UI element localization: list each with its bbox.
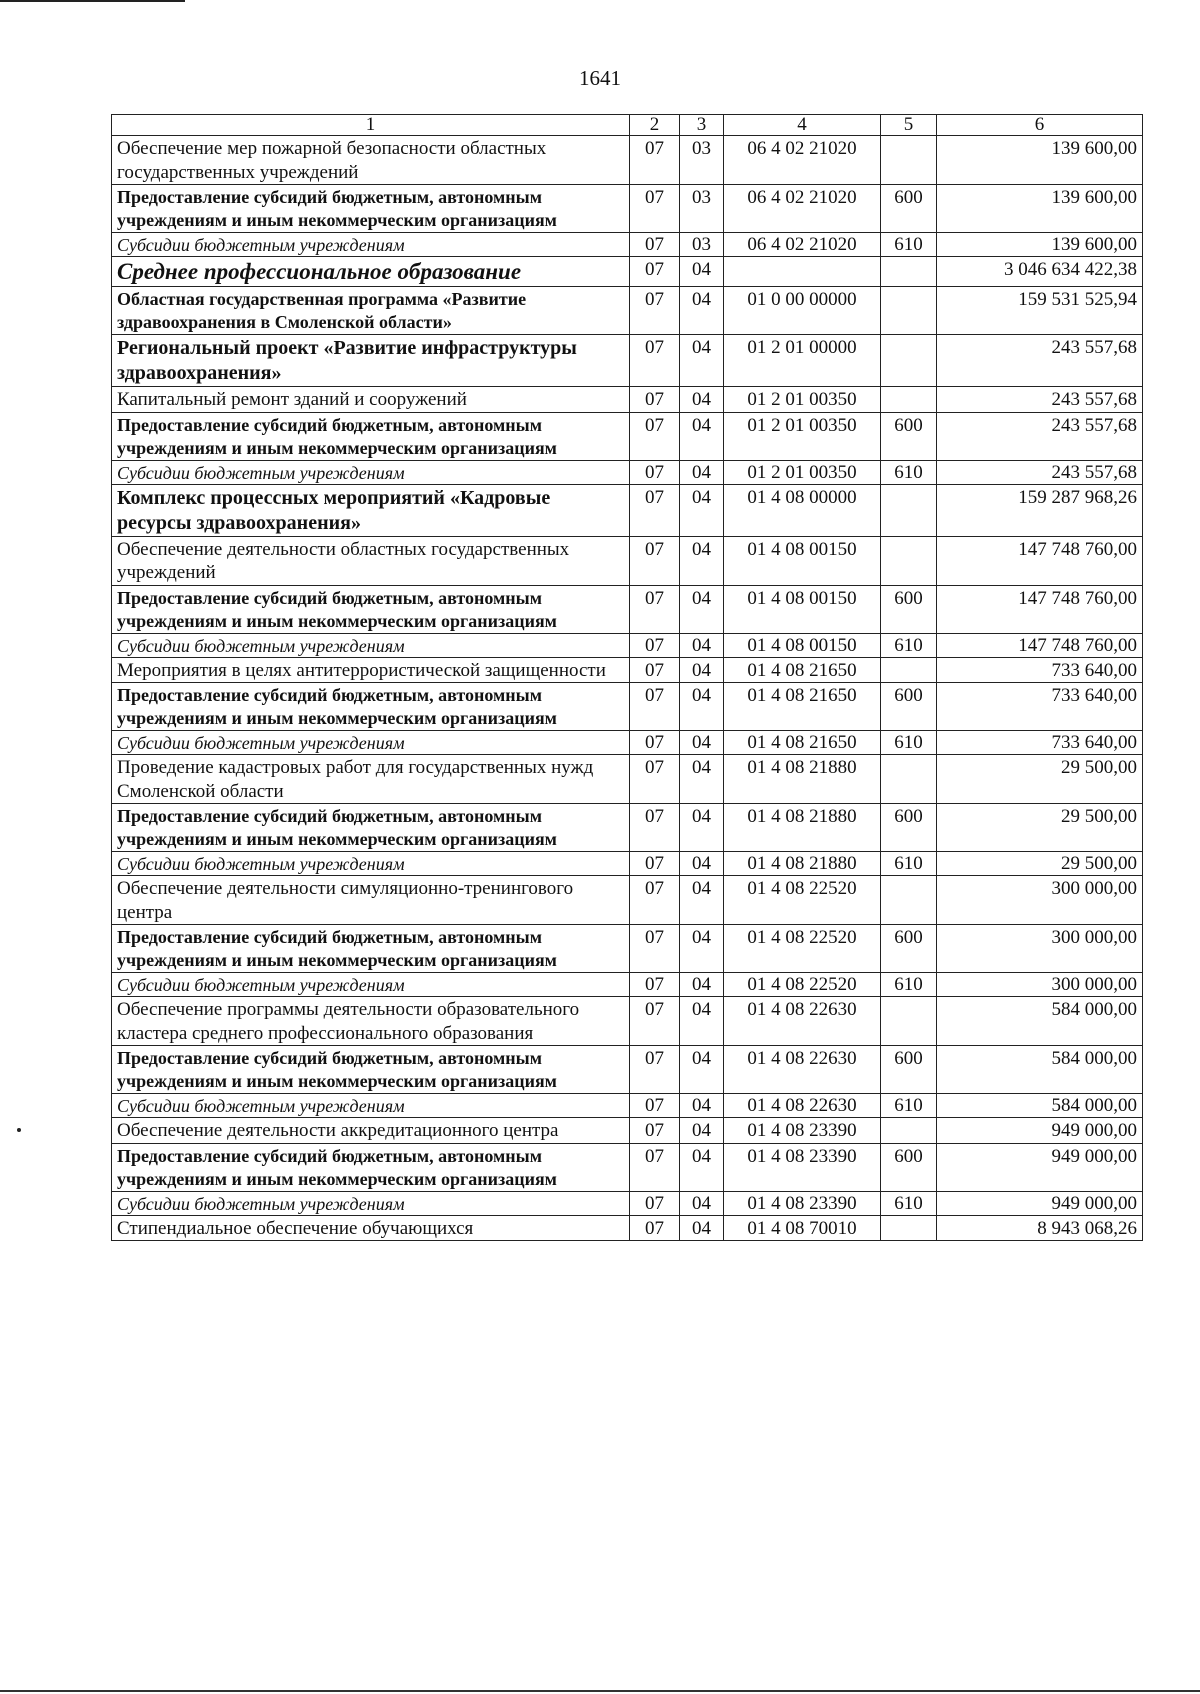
table-row — [112, 925, 1143, 973]
row-amount: 300 000,00 — [937, 973, 1143, 997]
row-section-code: 07 — [630, 1191, 680, 1215]
row-target-code: 01 4 08 70010 — [724, 1215, 881, 1241]
row-amount: 139 600,00 — [937, 136, 1143, 185]
row-subsection-code: 04 — [680, 925, 724, 973]
row-name: Субсидии бюджетным учреждениям — [112, 633, 630, 657]
row-section-code: 07 — [630, 973, 680, 997]
row-expense-type — [881, 755, 937, 804]
row-section-code: 07 — [630, 852, 680, 876]
row-amount: 3 046 634 422,38 — [937, 257, 1143, 287]
row-amount: 139 600,00 — [937, 233, 1143, 257]
table-row — [112, 185, 1143, 233]
table-row — [112, 412, 1143, 460]
row-subsection-code: 04 — [680, 755, 724, 804]
scan-edge-line-bottom — [0, 1690, 1200, 1692]
row-subsection-code: 04 — [680, 460, 724, 484]
row-amount: 949 000,00 — [937, 1191, 1143, 1215]
row-expense-type: 610 — [881, 1191, 937, 1215]
row-expense-type — [881, 1215, 937, 1241]
row-subsection-code: 04 — [680, 731, 724, 755]
column-header: 1 — [112, 115, 630, 136]
row-name: Проведение кадастровых работ для государственных нужд Смоленской области — [112, 755, 630, 804]
row-amount: 243 557,68 — [937, 335, 1143, 387]
row-name: Обеспечение деятельности симуляционно-тренингового центра — [112, 876, 630, 925]
table-row — [112, 683, 1143, 731]
row-section-code: 07 — [630, 335, 680, 387]
row-section-code: 07 — [630, 683, 680, 731]
row-expense-type — [881, 335, 937, 387]
row-name: Субсидии бюджетным учреждениям — [112, 1094, 630, 1118]
budget-table-body — [112, 115, 1143, 1241]
row-name: Предоставление субсидий бюджетным, автономным учреждениям и иным некоммерческим организациям — [112, 185, 630, 233]
table-row — [112, 136, 1143, 185]
row-name: Субсидии бюджетным учреждениям — [112, 852, 630, 876]
row-section-code: 07 — [630, 1118, 680, 1144]
row-name: Обеспечение деятельности аккредитационного центра — [112, 1118, 630, 1144]
row-target-code: 01 4 08 21880 — [724, 804, 881, 852]
row-amount: 243 557,68 — [937, 387, 1143, 413]
page-number: 1641 — [579, 66, 621, 90]
row-expense-type: 610 — [881, 460, 937, 484]
row-amount: 584 000,00 — [937, 1046, 1143, 1094]
row-amount: 159 287 968,26 — [937, 484, 1143, 536]
row-subsection-code: 04 — [680, 997, 724, 1046]
row-section-code: 07 — [630, 460, 680, 484]
row-subsection-code: 04 — [680, 335, 724, 387]
row-expense-type: 600 — [881, 683, 937, 731]
row-expense-type — [881, 876, 937, 925]
row-name: Предоставление субсидий бюджетным, автономным учреждениям и иным некоммерческим организациям — [112, 412, 630, 460]
row-target-code: 01 4 08 21880 — [724, 755, 881, 804]
row-target-code: 06 4 02 21020 — [724, 136, 881, 185]
table-row — [112, 257, 1143, 287]
table-row — [112, 852, 1143, 876]
table-row — [112, 287, 1143, 335]
row-name: Предоставление субсидий бюджетным, автономным учреждениям и иным некоммерческим организациям — [112, 1046, 630, 1094]
row-section-code: 07 — [630, 876, 680, 925]
row-amount: 29 500,00 — [937, 804, 1143, 852]
row-name: Среднее профессиональное образование — [112, 257, 630, 287]
row-amount: 949 000,00 — [937, 1143, 1143, 1191]
row-amount: 8 943 068,26 — [937, 1215, 1143, 1241]
row-section-code: 07 — [630, 1143, 680, 1191]
row-target-code: 01 4 08 22520 — [724, 973, 881, 997]
table-row — [112, 484, 1143, 536]
table-row — [112, 804, 1143, 852]
row-expense-type: 600 — [881, 925, 937, 973]
row-amount: 733 640,00 — [937, 657, 1143, 683]
row-target-code: 01 4 08 21880 — [724, 852, 881, 876]
row-target-code: 06 4 02 21020 — [724, 233, 881, 257]
column-header: 6 — [937, 115, 1143, 136]
row-amount: 147 748 760,00 — [937, 633, 1143, 657]
row-amount: 584 000,00 — [937, 1094, 1143, 1118]
row-name: Субсидии бюджетным учреждениям — [112, 233, 630, 257]
row-section-code: 07 — [630, 136, 680, 185]
row-section-code: 07 — [630, 731, 680, 755]
row-section-code: 07 — [630, 804, 680, 852]
row-subsection-code: 04 — [680, 876, 724, 925]
row-name: Предоставление субсидий бюджетным, автономным учреждениям и иным некоммерческим организациям — [112, 804, 630, 852]
row-name: Предоставление субсидий бюджетным, автономным учреждениям и иным некоммерческим организациям — [112, 925, 630, 973]
table-row — [112, 1118, 1143, 1144]
row-amount: 733 640,00 — [937, 731, 1143, 755]
row-name: Обеспечение мер пожарной безопасности областных государственных учреждений — [112, 136, 630, 185]
row-section-code: 07 — [630, 925, 680, 973]
row-expense-type — [881, 657, 937, 683]
row-subsection-code: 04 — [680, 412, 724, 460]
row-amount: 139 600,00 — [937, 185, 1143, 233]
row-expense-type: 610 — [881, 731, 937, 755]
row-section-code: 07 — [630, 1046, 680, 1094]
row-target-code: 01 4 08 22630 — [724, 1094, 881, 1118]
row-target-code: 01 4 08 22520 — [724, 925, 881, 973]
row-name: Обеспечение программы деятельности образовательного кластера среднего профессионального образования — [112, 997, 630, 1046]
row-amount: 300 000,00 — [937, 925, 1143, 973]
row-expense-type — [881, 387, 937, 413]
table-row — [112, 1143, 1143, 1191]
table-row — [112, 997, 1143, 1046]
column-header: 4 — [724, 115, 881, 136]
table-row — [112, 657, 1143, 683]
table-row — [112, 536, 1143, 585]
row-expense-type — [881, 536, 937, 585]
row-name: Капитальный ремонт зданий и сооружений — [112, 387, 630, 413]
row-section-code: 07 — [630, 387, 680, 413]
row-target-code — [724, 257, 881, 287]
row-name: Субсидии бюджетным учреждениям — [112, 973, 630, 997]
row-subsection-code: 04 — [680, 633, 724, 657]
row-amount: 147 748 760,00 — [937, 585, 1143, 633]
row-expense-type: 600 — [881, 412, 937, 460]
row-expense-type — [881, 1118, 937, 1144]
row-expense-type: 600 — [881, 585, 937, 633]
row-subsection-code: 03 — [680, 136, 724, 185]
row-expense-type — [881, 997, 937, 1046]
row-expense-type: 610 — [881, 233, 937, 257]
table-row — [112, 973, 1143, 997]
row-section-code: 07 — [630, 633, 680, 657]
row-name: Обеспечение деятельности областных государственных учреждений — [112, 536, 630, 585]
row-amount: 733 640,00 — [937, 683, 1143, 731]
row-expense-type: 610 — [881, 973, 937, 997]
row-name: Субсидии бюджетным учреждениям — [112, 1191, 630, 1215]
row-section-code: 07 — [630, 585, 680, 633]
row-section-code: 07 — [630, 287, 680, 335]
row-amount: 300 000,00 — [937, 876, 1143, 925]
row-name: Субсидии бюджетным учреждениям — [112, 460, 630, 484]
row-target-code: 01 4 08 21650 — [724, 657, 881, 683]
row-section-code: 07 — [630, 1094, 680, 1118]
row-section-code: 07 — [630, 185, 680, 233]
row-subsection-code: 03 — [680, 185, 724, 233]
row-name: Субсидии бюджетным учреждениям — [112, 731, 630, 755]
row-name: Предоставление субсидий бюджетным, автономным учреждениям и иным некоммерческим организациям — [112, 585, 630, 633]
row-section-code: 07 — [630, 657, 680, 683]
row-subsection-code: 04 — [680, 973, 724, 997]
row-target-code: 01 4 08 21650 — [724, 683, 881, 731]
row-name: Областная государственная программа «Развитие здравоохранения в Смоленской области» — [112, 287, 630, 335]
row-subsection-code: 04 — [680, 657, 724, 683]
row-target-code: 01 4 08 00150 — [724, 536, 881, 585]
table-row — [112, 1094, 1143, 1118]
table-row — [112, 1215, 1143, 1241]
table-row — [112, 585, 1143, 633]
row-expense-type — [881, 484, 937, 536]
table-row — [112, 335, 1143, 387]
row-expense-type: 600 — [881, 185, 937, 233]
table-row — [112, 1046, 1143, 1094]
row-name: Региональный проект «Развитие инфраструктуры здравоохранения» — [112, 335, 630, 387]
row-subsection-code: 04 — [680, 1118, 724, 1144]
row-expense-type: 600 — [881, 1046, 937, 1094]
row-name: Предоставление субсидий бюджетным, автономным учреждениям и иным некоммерческим организациям — [112, 1143, 630, 1191]
row-section-code: 07 — [630, 233, 680, 257]
row-target-code: 01 2 01 00350 — [724, 387, 881, 413]
row-section-code: 07 — [630, 997, 680, 1046]
row-subsection-code: 04 — [680, 683, 724, 731]
budget-table — [111, 114, 1143, 1241]
row-amount: 147 748 760,00 — [937, 536, 1143, 585]
table-row — [112, 387, 1143, 413]
row-amount: 29 500,00 — [937, 755, 1143, 804]
row-subsection-code: 04 — [680, 484, 724, 536]
row-target-code: 01 4 08 23390 — [724, 1191, 881, 1215]
row-subsection-code: 04 — [680, 1046, 724, 1094]
row-target-code: 01 0 00 00000 — [724, 287, 881, 335]
row-subsection-code: 04 — [680, 287, 724, 335]
column-header: 3 — [680, 115, 724, 136]
row-expense-type — [881, 136, 937, 185]
row-expense-type: 600 — [881, 1143, 937, 1191]
row-target-code: 01 2 01 00350 — [724, 460, 881, 484]
row-section-code: 07 — [630, 1215, 680, 1241]
scan-edge-line — [0, 0, 185, 2]
row-target-code: 01 2 01 00350 — [724, 412, 881, 460]
table-row — [112, 233, 1143, 257]
row-subsection-code: 04 — [680, 1215, 724, 1241]
row-name: Комплекс процессных мероприятий «Кадровые ресурсы здравоохранения» — [112, 484, 630, 536]
row-target-code: 01 4 08 23390 — [724, 1118, 881, 1144]
row-amount: 949 000,00 — [937, 1118, 1143, 1144]
row-target-code: 01 4 08 22630 — [724, 997, 881, 1046]
row-name: Стипендиальное обеспечение обучающихся — [112, 1215, 630, 1241]
row-target-code: 01 2 01 00000 — [724, 335, 881, 387]
table-row — [112, 1191, 1143, 1215]
column-header: 2 — [630, 115, 680, 136]
row-section-code: 07 — [630, 484, 680, 536]
row-section-code: 07 — [630, 257, 680, 287]
row-section-code: 07 — [630, 412, 680, 460]
row-subsection-code: 04 — [680, 1143, 724, 1191]
row-subsection-code: 04 — [680, 387, 724, 413]
row-target-code: 01 4 08 22630 — [724, 1046, 881, 1094]
row-expense-type — [881, 287, 937, 335]
row-expense-type: 600 — [881, 804, 937, 852]
row-subsection-code: 04 — [680, 536, 724, 585]
row-target-code: 01 4 08 22520 — [724, 876, 881, 925]
row-expense-type: 610 — [881, 1094, 937, 1118]
row-target-code: 01 4 08 00150 — [724, 633, 881, 657]
table-row — [112, 633, 1143, 657]
table-row — [112, 460, 1143, 484]
column-header: 5 — [881, 115, 937, 136]
row-section-code: 07 — [630, 755, 680, 804]
row-subsection-code: 04 — [680, 852, 724, 876]
row-expense-type: 610 — [881, 633, 937, 657]
table-row — [112, 876, 1143, 925]
row-subsection-code: 04 — [680, 585, 724, 633]
row-section-code: 07 — [630, 536, 680, 585]
row-target-code: 01 4 08 23390 — [724, 1143, 881, 1191]
scan-dot-mark — [17, 1128, 21, 1132]
row-subsection-code: 04 — [680, 1191, 724, 1215]
row-name: Предоставление субсидий бюджетным, автономным учреждениям и иным некоммерческим организациям — [112, 683, 630, 731]
row-expense-type: 610 — [881, 852, 937, 876]
row-amount: 159 531 525,94 — [937, 287, 1143, 335]
row-amount: 243 557,68 — [937, 412, 1143, 460]
row-name: Мероприятия в целях антитеррористической защищенности — [112, 657, 630, 683]
row-subsection-code: 04 — [680, 804, 724, 852]
row-target-code: 01 4 08 00000 — [724, 484, 881, 536]
row-subsection-code: 04 — [680, 1094, 724, 1118]
row-target-code: 01 4 08 21650 — [724, 731, 881, 755]
row-amount: 243 557,68 — [937, 460, 1143, 484]
row-subsection-code: 03 — [680, 233, 724, 257]
table-row — [112, 731, 1143, 755]
table-header-row — [112, 115, 1143, 136]
row-amount: 29 500,00 — [937, 852, 1143, 876]
row-target-code: 06 4 02 21020 — [724, 185, 881, 233]
row-amount: 584 000,00 — [937, 997, 1143, 1046]
row-target-code: 01 4 08 00150 — [724, 585, 881, 633]
row-expense-type — [881, 257, 937, 287]
row-subsection-code: 04 — [680, 257, 724, 287]
table-row — [112, 755, 1143, 804]
